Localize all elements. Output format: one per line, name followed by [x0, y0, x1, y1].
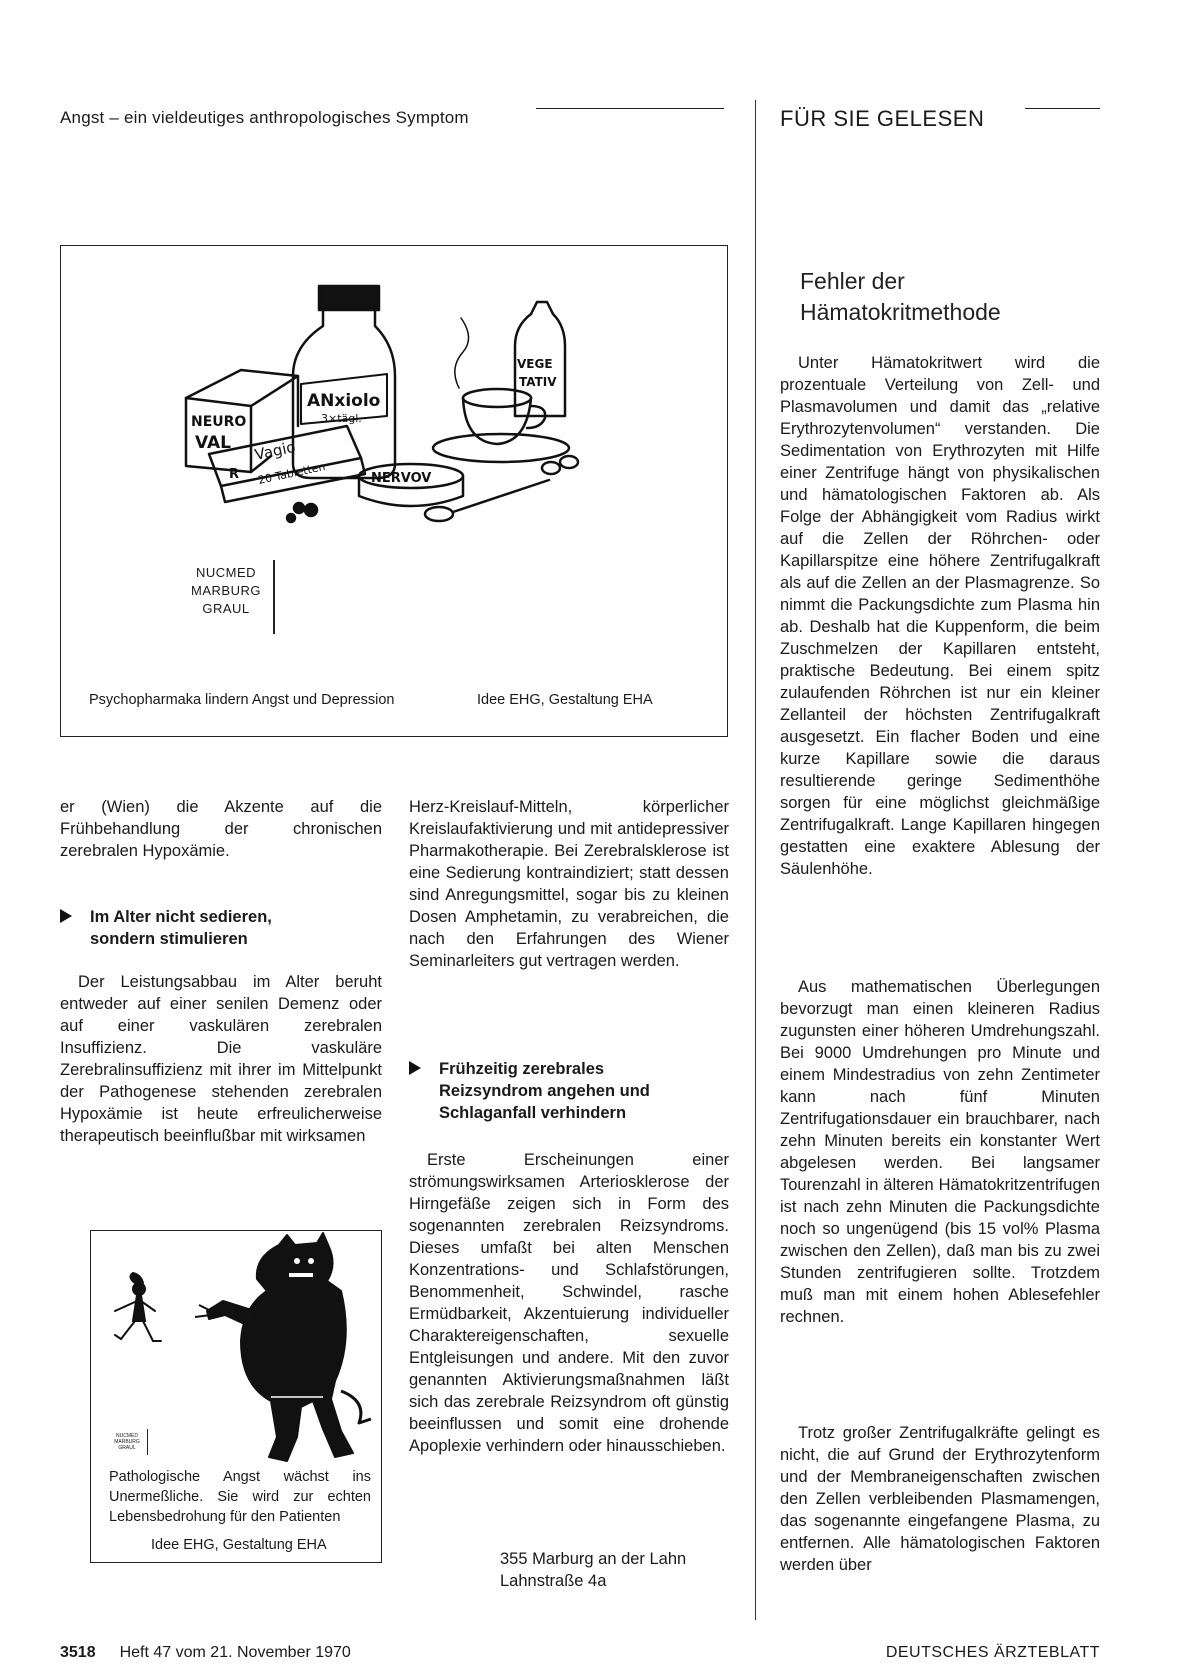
anxiolo-text: ANxiolo: [307, 391, 381, 411]
column-3-part-2: [780, 976, 1100, 1328]
figure2-credit: [109, 1433, 145, 1451]
figure1-caption: Psychopharmaka lindern Angst und Depression: [89, 692, 395, 708]
address-line-2: Lahnstraße 4a: [500, 1572, 607, 1590]
col3-paragraph-1: Unter Hämatokritwert wird die prozentuale Verteilung von Zell- und Plasmavolumen und damit das „relative Erythrozytenvolumen“ verstanden. Die Sedimentation von Erythrozyten mit Hilfe einer Zentrifuge hängt von physikalischen und hämatologischen Faktoren ab. Als Folge der Abhängigkeit vom Radius wirkt auf die Zellen der Röhrchen- oder Kapillarspitze eine höhere Zentrifugalkraft als auf die Zellen an der Plasmagrenze. So nimmt die Packungsdichte zum Plasma hin ab. Deshalb hat die Kuppenform, die beim Zuschmelzen der Kapillaren entsteht, praktische Bedeutung. Bei einem spitz zulaufenden Röhrchen ist nur ein kleiner Zellanteil der höchsten Zentrifugalkraft ausgesetzt. Ein flacher Boden und eine kurze Kapillare sowie die daraus resultierende geringe Sedimenthöhe sorgen für eine möglichst gleichmäßige Zentrifugalkraft. Lange Kapillaren hingegen gestatten eine exaktere Ablesung der Säulenhöhe.: [780, 354, 1100, 878]
triangle-bullet-icon: [409, 1061, 421, 1075]
vagio-text: Vagio: [253, 437, 298, 464]
monster: [195, 1233, 371, 1461]
col2-paragraph-1: Herz-Kreislauf-Mitteln, körperlicher Kreislaufaktivierung und mit antidepressiver Pharmakotherapie. Bei Zerebralsklerose ist eine Sedierung kontraindiziert; statt dessen sind Anregungsmittel, sogar bis zu kleinen Dosen Amphetamin, zu verabreichen, die nach den Erfahrungen des Wiener Seminarleiters gut vertragen werden.: [409, 798, 729, 970]
pill-2: [305, 504, 317, 516]
subheading-alter-line-2: sondern stimulieren: [90, 930, 248, 948]
fig2-credit-line-2: MARBURG: [114, 1439, 140, 1445]
column-3-part-1: [780, 352, 1100, 880]
col3-paragraph-2: Aus mathematischen Überlegungen bevorzugt man einen kleineren Radius zugunsten einer höheren Umdrehungszahl. Bei 9000 Umdrehungen pro Minute und einem Mindestradius von zehn Zentimeter kann nach fünf Minuten Zentrifugationsdauer ein brauchbarer, nach zehn Minuten bereits ein konstanter Wert abgelesen werden. Bei langsamer Tourenzahl in älteren Hämatokritzentrifugen ist nach zehn Minuten die Packungsdichte noch so ungenügend (bis 15 vol% Plasma zwischen den Zellen), daß man bis zu zwei Stunden zentrifugieren sollte. Trotzdem muß man mit einem hohen Ablesefehler rechnen.: [780, 978, 1100, 1326]
address-line-1: 355 Marburg an der Lahn: [500, 1550, 687, 1568]
figure2-caption: Pathologische Angst wächst ins Unermeßliche. Sie wird zur echten Lebensbedrohung für den Patienten: [109, 1469, 371, 1525]
header-rule-right: [1025, 108, 1100, 109]
subheading-alter-line-1: Im Alter nicht sedieren,: [90, 908, 272, 926]
column-3-part-3: [780, 1422, 1100, 1576]
figure-pathologische-angst: [90, 1230, 382, 1563]
column-divider: [755, 100, 756, 1620]
anxiolo-cap: [319, 286, 379, 310]
saucer: [433, 434, 569, 462]
pill-3: [287, 514, 295, 522]
figure-psychopharmaka: [60, 245, 728, 737]
running-head-left: Angst – ein vieldeutiges anthropologisches Symptom: [60, 108, 469, 127]
col3-paragraph-3: Trotz großer Zentrifugalkräfte gelingt es nicht, die auf Grund der Erythrozytenform und der Membraneigenschaften zwischen den Zellen verbleibenden Plasmamengen, das sogenannte eingefangene Plasma, zu entfernen. Alle hämatologischen Faktoren werden über: [780, 1424, 1100, 1574]
cup-rim: [463, 389, 531, 407]
col2-paragraph-2: Erste Erscheinungen einer strömungswirksamen Arteriosklerose der Hirngefäße zeigen sich in Form des sogenannten zerebralen Reizsyndroms. Dieses umfaßt bei alten Menschen Konzentrations- und Schlafstörungen, Benommenheit, Schwindel, rasche Ermüdbarkeit, Akzentuierung individueller Charaktereigenschaften, sexuelle Entgleisungen und andere. Mit den zuvor genannten Aktivierungsmaßnahmen läßt sich das zerebrale Reizsyndrom oft günstig beeinflussen und somit eine drohende Apoplexie verhindern oder hinausschieben.: [409, 1151, 729, 1455]
section-head-right: FÜR SIE GELESEN: [780, 106, 985, 131]
subheading-reiz-line-1: Frühzeitig zerebrales: [439, 1060, 605, 1078]
vegetativ-text-1: VEGE: [517, 357, 553, 371]
drug-illustration: [61, 246, 727, 736]
pill-5: [560, 456, 578, 468]
column-2-body: [409, 1149, 729, 1457]
neuroval-label-2: VAL: [195, 433, 231, 453]
credit-line-3: GRAUL: [202, 601, 250, 616]
journal-name: DEUTSCHES ÄRZTEBLATT: [885, 1644, 1100, 1661]
tabletten-text: 20 Tabletten: [256, 460, 327, 487]
figure1-credit: [181, 564, 271, 618]
article-heading-line-2: Hämatokritmethode: [800, 299, 1001, 325]
neuroval-label-1: NEURO: [191, 414, 247, 430]
spoon-handle: [453, 480, 549, 512]
subheading-reizsyndrom: [409, 1058, 739, 1128]
column-1-top: [60, 796, 382, 862]
figure1-caption-credit: Idee EHG, Gestaltung EHA: [477, 692, 653, 708]
fig2-credit-line-3: GRAUL: [118, 1445, 136, 1451]
figure2-caption-credit: Idee EHG, Gestaltung EHA: [151, 1537, 327, 1553]
steam: [455, 318, 469, 388]
column-2-top: [409, 796, 729, 972]
author-address: [500, 1548, 686, 1592]
fleeing-person: [115, 1273, 161, 1341]
credit-line-2: MARBURG: [191, 583, 261, 598]
rx-text: R: [229, 467, 240, 482]
col1-paragraph-2: Der Leistungsabbau im Alter beruht entweder auf einer senilen Demenz oder auf einer vaskulären zerebralen Insuffizienz. Die vaskuläre Zerebralinsuffizienz mit ihrer im Mittelpunkt der Pathogenese stehenden zerebralen Hypoxämie ist heute erfreulicherweise therapeutisch beeinflußbar mit wirksamen: [60, 973, 382, 1145]
subheading-reiz-line-2: Reizsyndrom angehen und: [439, 1082, 650, 1100]
page-number: 3518: [60, 1644, 96, 1661]
fig2-credit-divider: [147, 1429, 148, 1455]
credit-divider: [273, 560, 275, 634]
col1-paragraph-1: er (Wien) die Akzente auf die Frühbehandlung der chronischen zerebralen Hypoxämie.: [60, 798, 382, 860]
fig2-credit-line-1: NUCMED: [116, 1433, 138, 1439]
credit-line-1: NUCMED: [195, 565, 257, 580]
article-heading-line-1: Fehler der: [800, 268, 905, 294]
dosage-text: 3×tägl.: [321, 412, 362, 425]
triangle-bullet-icon: [60, 909, 72, 923]
column-1-body: [60, 971, 382, 1147]
article-heading: [800, 266, 1001, 328]
pill-4: [542, 462, 560, 474]
pill-1: [294, 503, 304, 513]
footer-left: [60, 1644, 351, 1662]
subheading-alter: [60, 906, 390, 954]
subheading-reiz-line-3: Schlaganfall verhindern: [439, 1104, 627, 1122]
nervov-text: NERVOV: [371, 471, 432, 486]
spoon-bowl: [425, 507, 453, 521]
vegetativ-text-2: TATIV: [519, 375, 557, 389]
veg-bottle-cap: [531, 302, 553, 314]
issue-info: Heft 47 vom 21. November 1970: [119, 1644, 351, 1661]
header-rule-left: [536, 108, 724, 109]
